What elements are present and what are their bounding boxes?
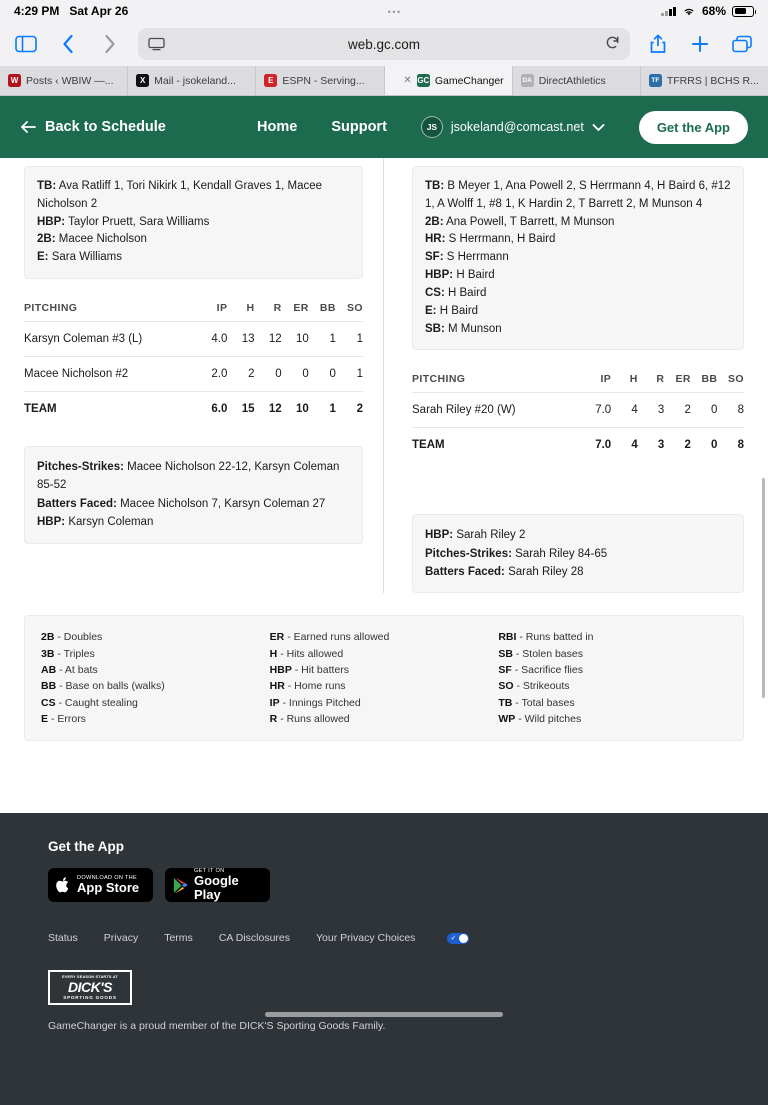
url-text: web.gc.com: [347, 36, 421, 52]
stat-label: E:: [37, 251, 49, 264]
home-team-pane: [384, 158, 744, 593]
column-header-bb: BB: [319, 302, 336, 315]
tab-label: Mail - jsokeland...: [154, 74, 236, 87]
google-play-main: Google Play: [194, 872, 239, 903]
cellular-signal-icon: [661, 6, 676, 16]
column-header-ip: IP: [216, 302, 228, 315]
legend-desc: - Errors: [50, 712, 86, 725]
site-footer: [0, 813, 768, 1105]
status-bar: [0, 0, 768, 22]
google-play-button[interactable]: [165, 868, 270, 902]
stat-value: Ava Ratliff 1, Tori Nikirk 1, Kendall Graves 1, Macee Nicholson 2: [37, 180, 323, 210]
stat-label: TB:: [425, 180, 445, 192]
legend-desc: - Doubles: [57, 631, 103, 644]
note-label: Batters Faced:: [37, 497, 117, 510]
apple-icon: [56, 876, 71, 894]
legend-desc: - Base on balls (walks): [59, 680, 165, 693]
cell-so: 2: [336, 392, 363, 427]
site-nav: [257, 111, 748, 144]
note-label: Pitches-Strikes:: [425, 547, 512, 560]
stat-label: TB:: [37, 180, 57, 192]
tab-label: GameChanger: [434, 74, 504, 87]
tab-strip: [0, 66, 768, 96]
tab-favicon-icon: E: [264, 74, 277, 87]
column-header-ip: IP: [600, 373, 612, 386]
cell-h: 2: [227, 357, 254, 392]
google-play-icon: [173, 877, 188, 894]
legend-desc: - Home runs: [287, 680, 346, 693]
footer-link-status[interactable]: Status: [48, 932, 78, 944]
home-batting-notes: [412, 166, 744, 350]
legend-abbr: HR: [269, 680, 285, 693]
stat-value: Sara Williams: [51, 251, 122, 264]
plus-icon[interactable]: [686, 30, 714, 58]
app-store-main: App Store: [77, 879, 140, 895]
dicks-tagline: EVERY SEASON STARTS AT: [62, 975, 118, 979]
footer-note: GameChanger is a proud member of the DICK'S Sporting Goods Family.: [48, 1020, 386, 1032]
table-row: [412, 393, 744, 428]
address-bar[interactable]: [138, 28, 630, 60]
legend-abbr: BB: [41, 680, 57, 693]
away-pitching-table: [24, 297, 363, 426]
account-email: jsokeland@comcast.net: [450, 120, 584, 134]
footer-links: [48, 932, 720, 944]
stat-label: HR:: [425, 233, 446, 246]
note-value: Sarah Riley 28: [508, 566, 584, 579]
legend-abbr: 2B: [41, 631, 55, 644]
legend-desc: - At bats: [59, 664, 98, 677]
column-header-pitching: PITCHING: [24, 302, 78, 315]
legend-column: [498, 629, 727, 727]
legend-desc: - Total bases: [515, 696, 575, 709]
tab-label: ESPN - Serving...: [282, 74, 365, 87]
cell-h: 15: [227, 392, 254, 427]
legend-desc: - Innings Pitched: [282, 696, 361, 709]
stat-label: CS:: [425, 286, 445, 299]
legend-desc: - Hit batters: [294, 664, 350, 677]
cell-ip: 7.0: [585, 428, 612, 463]
stat-value: Macee Nicholson: [58, 233, 147, 246]
google-play-sub: GET IT ON: [194, 867, 225, 874]
note-value: Sarah Riley 2: [456, 529, 526, 542]
stat-label: HBP:: [425, 269, 454, 282]
legend-abbr: WP: [498, 712, 516, 725]
dicks-wordmark: DICK'S: [68, 979, 112, 995]
team-panes: [0, 158, 768, 593]
tab-overview-icon[interactable]: [728, 30, 756, 58]
legend-desc: - Sacrifice flies: [514, 664, 583, 677]
cell-h: 4: [611, 428, 638, 463]
footer-link-privacy-choices[interactable]: Your Privacy Choices: [316, 932, 416, 944]
legend-column: [41, 629, 270, 727]
table-row-total: [24, 392, 363, 427]
pitcher-name[interactable]: Karsyn Coleman #3 (L): [24, 322, 200, 357]
reader-view-icon[interactable]: [148, 37, 165, 51]
column-header-so: SO: [728, 373, 744, 386]
stat-value: Ana Powell, T Barrett, M Munson: [446, 215, 615, 228]
tab-favicon-icon: GC: [417, 76, 430, 85]
legend-abbr: SB: [498, 647, 513, 660]
tab-favicon-icon: X: [136, 74, 149, 87]
legend-abbr: 3B: [41, 647, 55, 660]
browser-tab[interactable]: [513, 66, 641, 95]
legend-abbr: H: [269, 647, 278, 660]
sidebar-icon[interactable]: [12, 30, 40, 58]
note-value: Macee Nicholson 22-12, Karsyn Coleman 85-52: [37, 461, 340, 492]
stat-label: E:: [425, 304, 437, 317]
legend-abbr: R: [269, 712, 278, 725]
away-batting-notes: [24, 166, 363, 279]
legend-abbr: ER: [269, 631, 285, 644]
status-date: Sat Apr 26: [69, 4, 129, 18]
legend-desc: - Earned runs allowed: [287, 631, 390, 644]
back-icon[interactable]: [54, 30, 82, 58]
legend-desc: - Runs batted in: [519, 631, 594, 644]
legend-desc: - Stolen bases: [515, 647, 583, 660]
tab-label: TFRRS | BCHS R...: [666, 74, 759, 87]
home-pitching-table: [412, 368, 744, 462]
footer-link-privacy[interactable]: Privacy: [103, 932, 139, 944]
tab-label: DirectAthletics: [538, 74, 606, 87]
avatar: JS: [421, 116, 443, 138]
tab-favicon-icon: DA: [521, 74, 534, 87]
stat-label: 2B:: [37, 233, 56, 246]
share-icon[interactable]: [644, 30, 672, 58]
cell-h: 13: [227, 322, 254, 357]
cell-team: TEAM: [412, 428, 585, 463]
cell-bb: 0: [691, 428, 718, 463]
tab-favicon-icon: W: [8, 74, 21, 87]
stat-label: SB:: [425, 322, 445, 335]
table-row: [24, 357, 363, 392]
note-label: HBP:: [37, 516, 66, 529]
cell-bb: 0: [309, 357, 336, 392]
stat-value: Taylor Pruett, Sara Williams: [68, 215, 210, 228]
cell-team: TEAM: [24, 392, 200, 427]
legend-abbr: AB: [41, 664, 57, 677]
abbreviation-legend: [24, 615, 744, 741]
account-menu[interactable]: [421, 116, 605, 138]
legend-desc: - Strikeouts: [516, 680, 570, 693]
cell-so: 1: [336, 322, 363, 357]
cell-bb: 0: [691, 393, 718, 428]
browser-tab[interactable]: [0, 66, 128, 95]
stat-value: S Herrmann, H Baird: [448, 233, 556, 246]
cell-bb: 1: [309, 322, 336, 357]
stat-value: H Baird: [448, 286, 487, 299]
note-value: Macee Nicholson 7, Karsyn Coleman 27: [120, 497, 326, 510]
box-score-content: [0, 158, 768, 813]
cell-er: 2: [664, 393, 691, 428]
cell-er: 10: [282, 392, 309, 427]
site-header: [0, 96, 768, 158]
page-scrollbar[interactable]: [762, 478, 765, 698]
legend-abbr: CS: [41, 696, 56, 709]
arrow-left-icon: [20, 120, 36, 134]
column-header-pitching: PITCHING: [412, 373, 466, 386]
app-store-sub: DOWNLOAD ON THE: [77, 874, 138, 881]
column-header-h: H: [246, 302, 255, 315]
browser-tab[interactable]: [256, 66, 384, 95]
note-label: HBP:: [425, 529, 454, 542]
footer-title: Get the App: [48, 839, 124, 854]
legend-desc: - Triples: [57, 647, 95, 660]
cell-r: 3: [638, 428, 665, 463]
table-row-total: [412, 428, 744, 463]
column-header-so: SO: [347, 302, 363, 315]
table-row: [24, 322, 363, 357]
stat-label: 2B:: [425, 215, 444, 228]
pitcher-name[interactable]: Macee Nicholson #2: [24, 357, 200, 392]
cell-er: 0: [282, 357, 309, 392]
stat-value: H Baird: [456, 269, 495, 282]
browser-toolbar: [0, 22, 768, 66]
browser-tab[interactable]: [641, 66, 768, 95]
cell-r: 12: [255, 322, 282, 357]
footer-link-terms[interactable]: Terms: [164, 932, 193, 944]
dynamic-island-dots: ⋯: [386, 3, 403, 19]
column-header-er: ER: [293, 302, 309, 315]
cell-bb: 1: [309, 392, 336, 427]
browser-tab[interactable]: [128, 66, 256, 95]
column-header-h: H: [629, 373, 638, 386]
cell-er: 10: [282, 322, 309, 357]
dicks-sporting-goods-logo: [48, 970, 132, 1005]
back-to-schedule-label: Back to Schedule: [45, 119, 166, 135]
stat-value: S Herrmann: [446, 251, 509, 264]
stat-label: HBP:: [37, 215, 66, 228]
stat-value: M Munson: [448, 322, 502, 335]
legend-abbr: RBI: [498, 631, 517, 644]
close-icon[interactable]: ✕: [403, 75, 412, 86]
home-indicator: [265, 1012, 503, 1017]
cell-ip: 2.0: [200, 357, 227, 392]
stat-label: SF:: [425, 251, 444, 264]
wifi-icon: [682, 6, 696, 17]
note-value: Karsyn Coleman: [68, 516, 154, 529]
cell-so: 1: [336, 357, 363, 392]
note-label: Pitches-Strikes:: [37, 461, 124, 474]
browser-tab-active[interactable]: [385, 66, 513, 95]
legend-abbr: TB: [498, 696, 513, 709]
footer-link-ca-disclosures[interactable]: CA Disclosures: [218, 932, 291, 944]
status-time: 4:29 PM: [14, 4, 60, 18]
store-badges: [48, 868, 720, 902]
cell-ip: 6.0: [200, 392, 227, 427]
dicks-subtitle: SPORTING GOODS: [63, 995, 117, 1000]
get-the-app-button[interactable]: Get the App: [639, 111, 748, 144]
privacy-choices-toggle-icon[interactable]: [447, 933, 469, 944]
cell-ip: 4.0: [200, 322, 227, 357]
cell-r: 3: [638, 393, 665, 428]
nav-item-home[interactable]: Home: [257, 119, 298, 135]
note-label: Batters Faced:: [425, 566, 505, 579]
stat-value: B Meyer 1, Ana Powell 2, S Herrmann 4, H Baird 6, #12 1, A Wolff 1, #8 1, K Hardin 2, T Barrett 2, M Munson 4: [425, 180, 731, 210]
app-store-button[interactable]: [48, 868, 153, 902]
legend-abbr: E: [41, 712, 49, 725]
forward-icon[interactable]: [96, 30, 124, 58]
legend-abbr: HBP: [269, 664, 292, 677]
legend-column: [270, 629, 499, 727]
column-header-r: R: [656, 373, 665, 386]
pitcher-name[interactable]: Sarah Riley #20 (W): [412, 393, 585, 428]
cell-so: 8: [717, 393, 744, 428]
away-pitching-notes: [24, 446, 363, 544]
home-pitching-notes: [412, 514, 744, 593]
cell-r: 12: [255, 392, 282, 427]
legend-abbr: SF: [498, 664, 512, 677]
battery-percent: 68%: [701, 4, 726, 18]
chevron-down-icon: [592, 123, 605, 132]
nav-item-support[interactable]: Support: [331, 119, 387, 135]
stat-value: H Baird: [439, 304, 479, 317]
battery-icon: [732, 6, 754, 17]
note-value: Sarah Riley 84-65: [515, 547, 608, 560]
cell-so: 8: [717, 428, 744, 463]
tab-label: Posts ‹ WBIW —...: [26, 74, 114, 87]
cell-h: 4: [611, 393, 638, 428]
column-header-bb: BB: [701, 373, 718, 386]
reload-icon[interactable]: [605, 35, 620, 53]
column-header-r: R: [273, 302, 282, 315]
cell-ip: 7.0: [585, 393, 612, 428]
back-to-schedule-link[interactable]: [20, 119, 166, 135]
tab-favicon-icon: TF: [649, 74, 662, 87]
legend-desc: - Wild pitches: [518, 712, 582, 725]
cell-r: 0: [255, 357, 282, 392]
away-team-pane: [24, 158, 384, 593]
cell-er: 2: [664, 428, 691, 463]
column-header-er: ER: [675, 373, 691, 386]
legend-desc: - Hits allowed: [280, 647, 344, 660]
legend-abbr: IP: [269, 696, 280, 709]
legend-desc: - Caught stealing: [58, 696, 138, 709]
legend-abbr: SO: [498, 680, 514, 693]
legend-desc: - Runs allowed: [280, 712, 350, 725]
